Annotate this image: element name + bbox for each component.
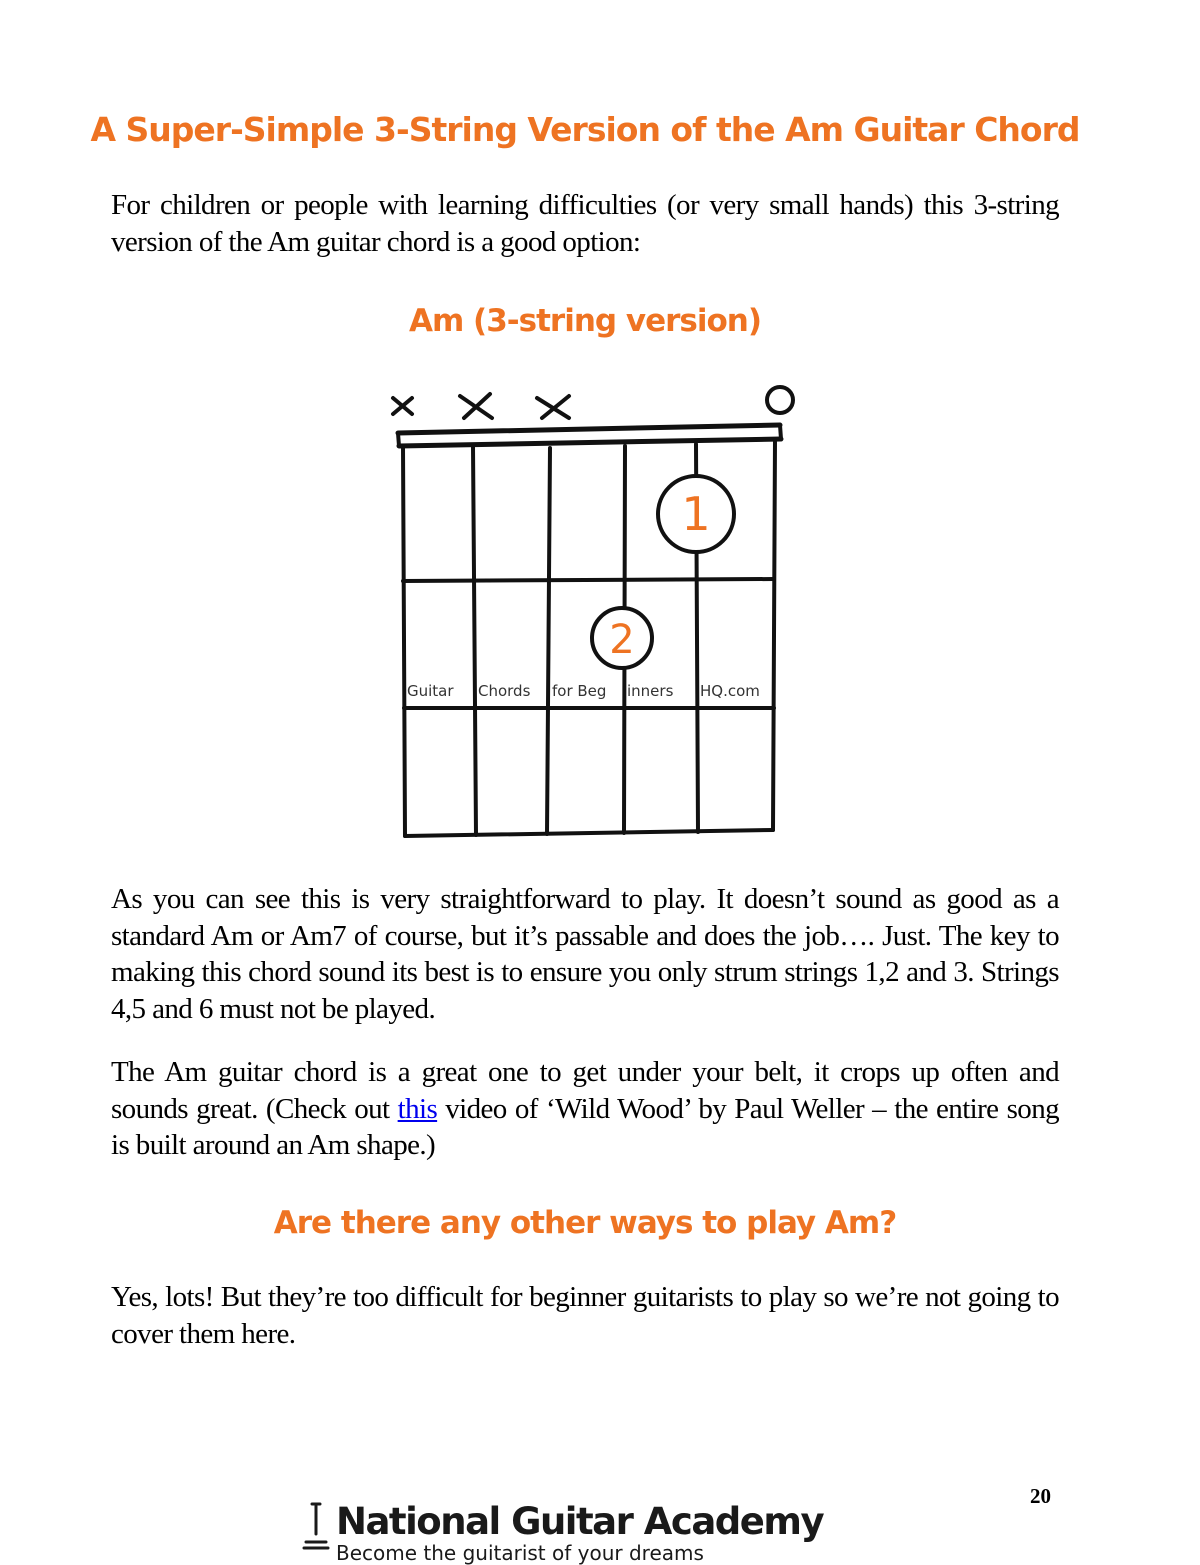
finger-label-2: 2 bbox=[609, 617, 635, 663]
muted-string-6-icon bbox=[393, 398, 412, 414]
watermark-part-2: Chords bbox=[478, 682, 531, 700]
open-string-1-icon bbox=[767, 387, 793, 413]
finger-label-1: 1 bbox=[681, 487, 711, 541]
string-5 bbox=[473, 446, 476, 835]
intro-paragraph: For children or people with learning difficulties (or very small hands) this 3-string version of the Am guitar chord is a good option: bbox=[111, 189, 1059, 258]
string-4 bbox=[547, 448, 550, 834]
other-ways-paragraph: Yes, lots! But they’re too difficult for beginner guitarists to play so we’re not going to cover them here. bbox=[111, 1281, 1059, 1350]
guitar-logo-icon bbox=[290, 1498, 330, 1553]
finger-marker-1 bbox=[658, 476, 734, 552]
fret-line-1 bbox=[403, 579, 774, 581]
academy-logo-text: National Guitar Academy bbox=[336, 1500, 824, 1543]
academy-tagline: Become the guitarist of your dreams bbox=[336, 1541, 704, 1565]
muted-string-4-icon bbox=[537, 396, 569, 418]
string-1 bbox=[773, 440, 775, 830]
string-6 bbox=[403, 446, 405, 836]
video-link[interactable]: this bbox=[397, 1092, 438, 1125]
chord-title: Am (3-string version) bbox=[408, 303, 762, 339]
page-number: 20 bbox=[1030, 1484, 1051, 1508]
watermark-part-1: Guitar bbox=[407, 682, 454, 700]
explanation-paragraph: As you can see this is very straightforward to play. It doesn’t sound as good as a standard Am or Am7 of course, but it’s passable and does the job…. Just. The key to making this chord sound its best is to ensure you only strum strings 1,2 and 3. Strings 4,5 and 6 must not be played. bbox=[111, 883, 1059, 1025]
para2-text-after: video of ‘Wild Wood’ by Paul Weller – the entire song is built around an Am shape.) bbox=[111, 1092, 1059, 1161]
finger-marker-2 bbox=[592, 608, 652, 668]
watermark-part-4: inners bbox=[627, 682, 674, 700]
para2-text-before: The Am guitar chord is a great one to get under your belt, it crops up often and sounds great. (Check out bbox=[111, 1056, 1059, 1125]
fret-line-3 bbox=[405, 830, 773, 836]
wild-wood-paragraph bbox=[111, 1054, 1059, 1164]
watermark-part-5: HQ.com bbox=[700, 682, 760, 700]
chord-diagram bbox=[380, 378, 800, 848]
other-ways-heading: Are there any other ways to play Am? bbox=[273, 1205, 897, 1241]
section-heading-3-string: A Super-Simple 3-String Version of the Am Guitar Chord bbox=[90, 110, 1080, 149]
watermark-part-3: for Beg bbox=[552, 682, 607, 700]
muted-string-5-icon bbox=[460, 394, 492, 418]
